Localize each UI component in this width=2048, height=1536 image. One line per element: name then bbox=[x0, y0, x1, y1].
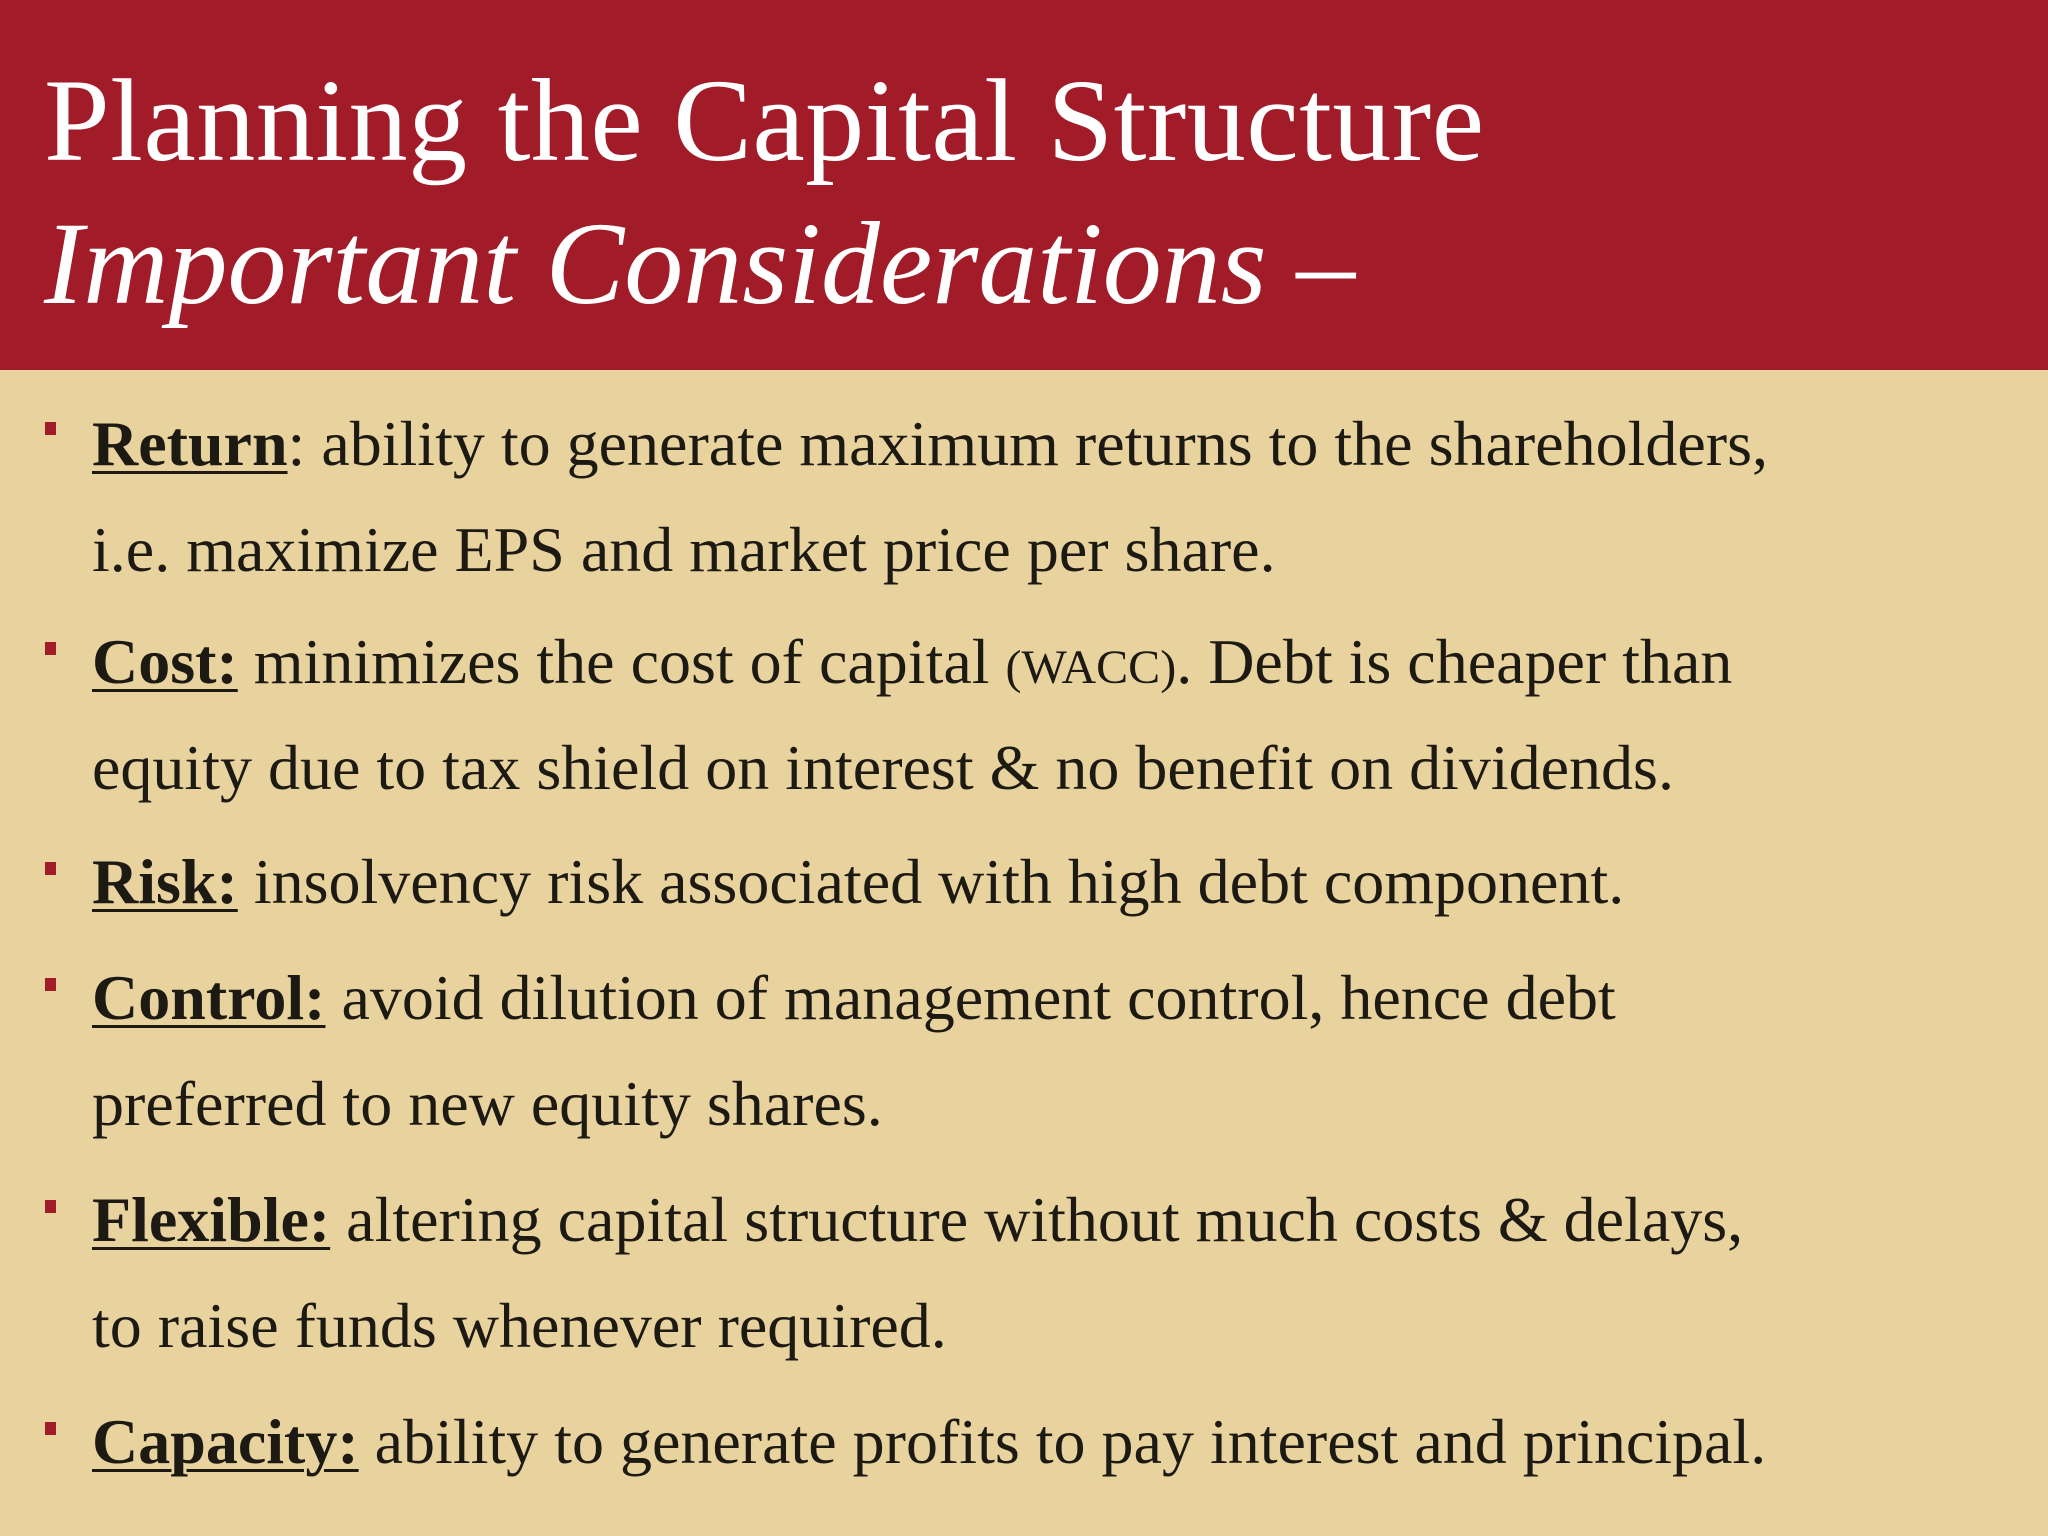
bullet-text: . Debt is cheaper than bbox=[1176, 626, 1733, 697]
bullet-return-line1 bbox=[92, 408, 1768, 479]
bullet-cost-line1 bbox=[92, 626, 1733, 697]
bullet-capacity-line1 bbox=[92, 1406, 1767, 1477]
bullet-marker-icon bbox=[45, 1200, 56, 1213]
bullet-marker-icon bbox=[45, 642, 56, 655]
bullet-term-cost: Cost: bbox=[92, 626, 238, 697]
bullet-term-control: Control: bbox=[92, 962, 326, 1033]
bullet-term-capacity: Capacity: bbox=[92, 1406, 359, 1477]
bullet-text: ability to generate maximum returns to the shareholders, bbox=[305, 408, 1768, 479]
bullet-flexible-line2: to raise funds whenever required. bbox=[92, 1290, 947, 1361]
bullet-list bbox=[0, 370, 2048, 1536]
bullet-text: minimizes the cost of capital bbox=[237, 626, 1006, 697]
bullet-text: avoid dilution of management control, hence debt bbox=[325, 962, 1616, 1033]
bullet-marker-icon bbox=[45, 978, 56, 991]
bullet-term-suffix: : bbox=[287, 408, 306, 479]
bullet-marker-icon bbox=[45, 422, 56, 435]
bullet-term-flexible: Flexible: bbox=[92, 1184, 331, 1255]
bullet-text: insolvency risk associated with high debt component. bbox=[237, 846, 1625, 917]
bullet-marker-icon bbox=[45, 1422, 56, 1435]
slide-header bbox=[0, 0, 2048, 370]
bullet-text: altering capital structure without much costs & delays, bbox=[330, 1184, 1744, 1255]
bullet-text: ability to generate profits to pay interest and principal. bbox=[358, 1406, 1767, 1477]
bullet-control-line1 bbox=[92, 962, 1616, 1033]
bullet-control-line2: preferred to new equity shares. bbox=[92, 1068, 883, 1139]
bullet-text-wacc: (WACC) bbox=[1005, 641, 1177, 694]
bullet-cost-line2: equity due to tax shield on interest & no benefit on dividends. bbox=[92, 732, 1674, 803]
bullet-return-line2: i.e. maximize EPS and market price per share. bbox=[92, 514, 1276, 585]
bullet-marker-icon bbox=[45, 862, 56, 875]
bullet-flexible-line1 bbox=[92, 1184, 1744, 1255]
slide-title: Planning the Capital Structure bbox=[44, 55, 1485, 186]
slide-subtitle: Important Considerations – bbox=[44, 198, 1356, 329]
bullet-term-return: Return bbox=[92, 408, 288, 479]
bullet-risk-line1 bbox=[92, 846, 1625, 917]
bullet-term-risk: Risk: bbox=[92, 846, 238, 917]
